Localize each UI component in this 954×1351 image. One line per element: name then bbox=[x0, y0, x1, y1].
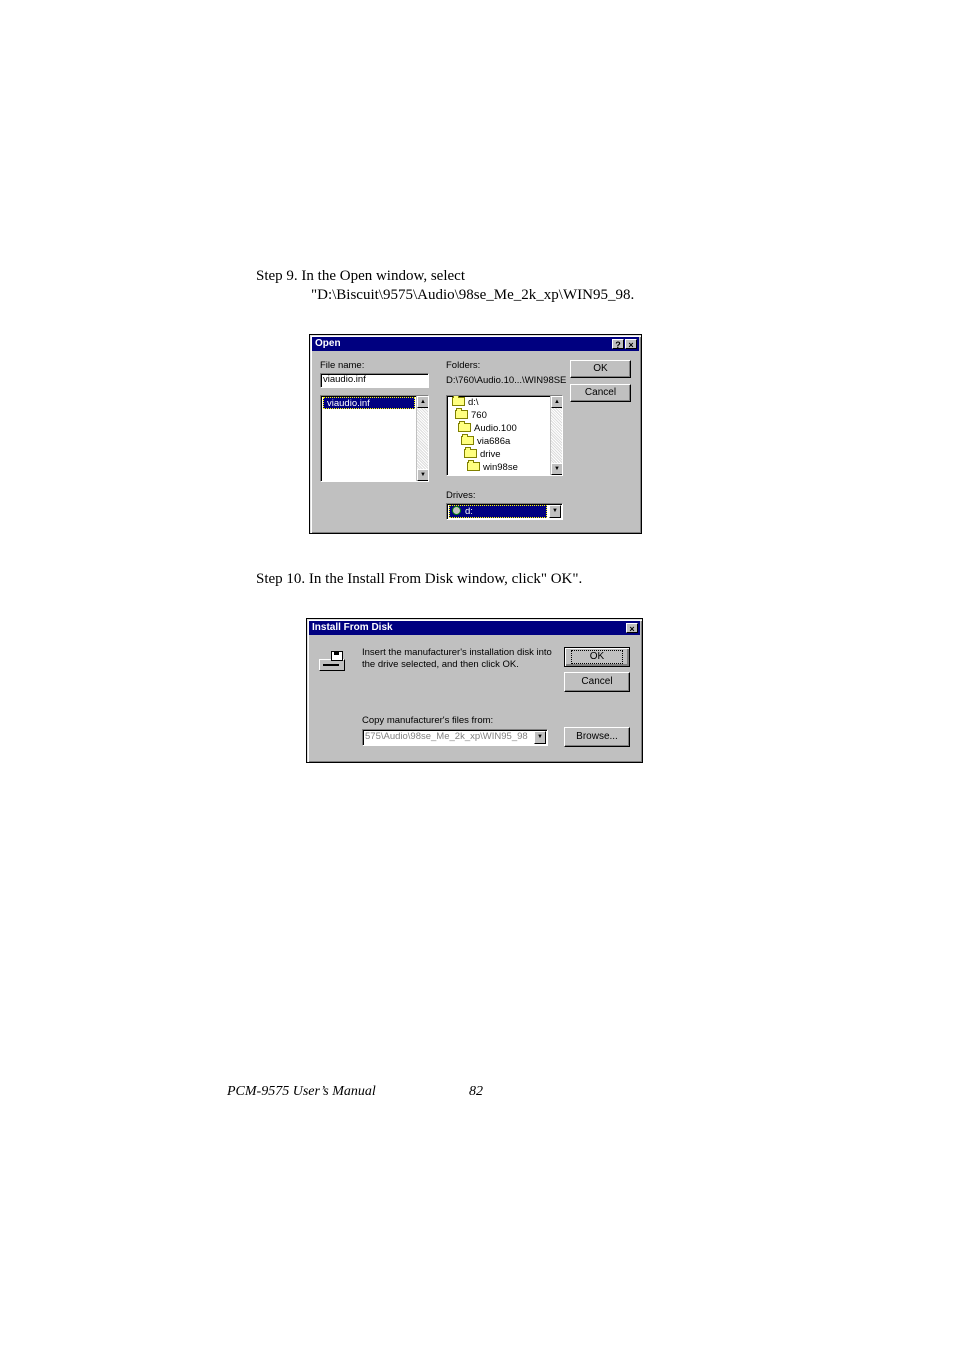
file-list[interactable] bbox=[320, 395, 429, 482]
browse-button[interactable]: Browse... bbox=[564, 727, 630, 747]
folders-path: D:\760\Audio.10...\WIN98SE bbox=[446, 375, 567, 386]
copy-files-value[interactable]: 575\Audio\98se_Me_2k_xp\WIN95_98 bbox=[365, 731, 528, 742]
page-number: 82 bbox=[469, 1084, 483, 1099]
open-folder-icon bbox=[455, 410, 468, 419]
open-folder-icon bbox=[458, 423, 471, 432]
step9-instruction: Step 9. In the Open window, select bbox=[256, 268, 465, 284]
folders-label: Folders: bbox=[446, 360, 481, 371]
help-icon[interactable]: ? bbox=[612, 339, 624, 349]
open-folder-icon bbox=[461, 436, 474, 445]
scroll-down-icon[interactable]: ▼ bbox=[551, 463, 563, 475]
copy-files-label: Copy manufacturer's files from: bbox=[362, 715, 494, 726]
ok-button[interactable]: OK bbox=[570, 360, 631, 378]
cd-drive-icon bbox=[452, 506, 461, 515]
floppy-drive-icon bbox=[319, 651, 347, 673]
folder-tree-scrollbar[interactable] bbox=[550, 396, 562, 475]
close-icon[interactable]: × bbox=[626, 623, 638, 633]
folder-tree[interactable] bbox=[446, 395, 563, 476]
file-list-scrollbar[interactable] bbox=[416, 396, 428, 481]
drives-label: Drives: bbox=[446, 490, 476, 501]
step10-instruction: Step 10. In the Install From Disk window, click" OK". bbox=[256, 571, 583, 587]
folder-tree-item[interactable]: Audio.100 bbox=[458, 423, 517, 435]
install-from-disk-dialog bbox=[306, 618, 643, 763]
folder-tree-item[interactable]: d:\ bbox=[452, 397, 479, 409]
scroll-down-icon[interactable]: ▼ bbox=[417, 469, 429, 481]
manual-title: PCM-9575 User’s Manual bbox=[227, 1084, 376, 1099]
open-folder-icon bbox=[452, 397, 465, 406]
drives-select[interactable] bbox=[446, 503, 563, 520]
copy-files-combobox[interactable] bbox=[362, 729, 548, 746]
file-name-input[interactable]: viaudio.inf bbox=[320, 373, 429, 388]
folder-tree-item[interactable]: 760 bbox=[455, 410, 487, 422]
open-dialog-titlebar bbox=[312, 337, 639, 351]
step9-path: "D:\Biscuit\9575\Audio\98se_Me_2k_xp\WIN95_98. bbox=[311, 287, 635, 303]
open-folder-icon bbox=[464, 449, 477, 458]
folder-tree-item[interactable]: win98se bbox=[467, 462, 518, 474]
install-dialog-title: Install From Disk bbox=[312, 622, 393, 633]
close-icon[interactable]: × bbox=[625, 339, 637, 349]
open-dialog bbox=[309, 334, 642, 534]
drive-value: d: bbox=[465, 506, 473, 517]
open-folder-icon bbox=[467, 462, 480, 471]
open-dialog-title: Open bbox=[315, 338, 341, 349]
folder-tree-item[interactable]: via686a bbox=[461, 436, 510, 448]
scroll-up-icon[interactable]: ▲ bbox=[417, 396, 429, 408]
chevron-down-icon[interactable]: ▼ bbox=[549, 505, 561, 518]
cancel-button[interactable]: Cancel bbox=[564, 672, 630, 692]
install-message-line1: Insert the manufacturer's installation disk into bbox=[362, 647, 552, 658]
cancel-button[interactable]: Cancel bbox=[570, 384, 631, 402]
install-dialog-titlebar bbox=[309, 621, 640, 635]
file-name-label: File name: bbox=[320, 360, 365, 371]
chevron-down-icon[interactable]: ▼ bbox=[534, 731, 546, 744]
folder-tree-item[interactable]: drive bbox=[464, 449, 501, 461]
install-message-line2: the drive selected, and then click OK. bbox=[362, 659, 519, 670]
scroll-up-icon[interactable]: ▲ bbox=[551, 396, 563, 408]
file-list-item[interactable]: viaudio.inf bbox=[323, 397, 415, 409]
ok-button[interactable]: OK bbox=[564, 647, 630, 667]
